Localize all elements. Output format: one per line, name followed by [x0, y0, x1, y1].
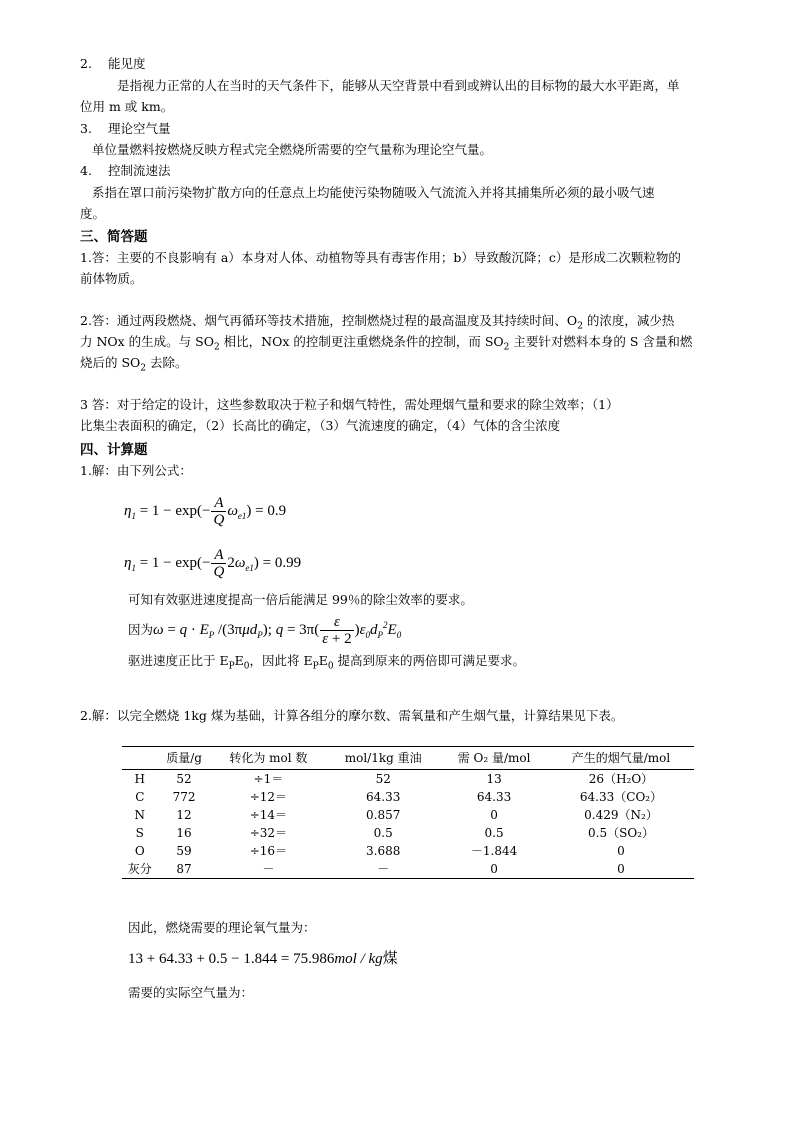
definition-4-line-2: 度。 [80, 206, 106, 221]
air-text: 需要的实际空气量为： [128, 985, 254, 1000]
definition-4-title: 4. 控制流速法 [80, 163, 171, 178]
answer-2-line-1: 2.答：通过两段燃烧、烟气再循环等技术措施，控制燃烧过程的最高温度及其持续时间、$O_2$ 的浓度，减少热 [80, 313, 675, 332]
answer-1-line-1: 1.答：主要的不良影响有 a）本身对人体、动植物等具有毒害作用；b）导致酸沉降；c）是形成二次颗粒物的 [80, 250, 681, 265]
problem-2-intro: 2.解：以完全燃烧 1kg 煤为基础，计算各组分的摩尔数、需氧量和产生烟气量，计算结果见下表。 [80, 708, 624, 723]
equation-drift-velocity: 因为$\omega = q \cdot E_P$ /(3πμd$_P$); q = 3π( $\frac{\varepsilon}{\varepsilon + 2}$ )$\varepsilon_0d_P^2E_0$ [128, 614, 402, 647]
answer-3-line-1: 3 答：对于给定的设计，这些参数取决于粒子和烟气特性，需处理烟气量和要求的除尘效率；（1） [80, 397, 619, 412]
table-row: O 59 ÷16＝ 3.688 －1.844 0 [134, 844, 625, 858]
problem-1-conclusion: 驱进速度正比于 $E_PE_0$，因此将 $E_PE_0$ 提高到原来的两倍即可满足要求。 [128, 653, 526, 672]
definition-2-line-1: 是指视力正常的人在当时的天气条件下，能够从天空背景中看到或辨认出的目标物的最大水平距离，单 [117, 78, 680, 93]
table-header: 产生的烟气量/mol [548, 747, 694, 770]
oxygen-equation: 13 + 64.33 + 0.5 − 1.844 = 75.986mol / kg煤 [128, 949, 398, 967]
answer-2-line-3: 烧后的 $SO_2$ 去除。 [80, 355, 188, 374]
problem-1-note: 可知有效驱进速度提高一倍后能满足 99％的除尘效率的要求。 [128, 592, 473, 607]
table-header: mol/1kg 重油 [326, 747, 440, 770]
equation-efficiency-1: $\eta_1 = 1 - \exp(-$ $\frac{A}{Q}$ $\omega_{e1}) = 0.9$ [124, 495, 287, 529]
table-row: N 12 ÷14＝ 0.857 0 0.429（N₂） [134, 808, 658, 822]
section-3-heading: 三、简答题 [80, 229, 148, 245]
definition-4-line-1: 系指在罩口前污染物扩散方向的任意点上均能使污染物随吸入气流流入并将其捕集所必须的最小吸气速 [92, 185, 655, 200]
definition-3-line-1: 单位量燃料按燃烧反映方程式完全燃烧所需要的空气量称为理论空气量。 [92, 142, 493, 157]
answer-3-line-2: 比集尘表面积的确定，（2）长高比的确定，（3）气流速度的确定，（4）气体的含尘浓度 [80, 418, 561, 433]
fraction-a-over-q: $\frac{A}{Q}$ [213, 547, 225, 581]
section-4-heading: 四、计算题 [80, 442, 148, 458]
table-header: 需 O₂ 量/mol [440, 747, 548, 770]
answer-2-line-2: 力 NOx 的生成。与 $SO_2$ 相比，NOx 的控制更注重燃烧条件的控制，而 $SO_2$ 主要针对燃料本身的 S 含量和燃 [80, 334, 693, 353]
problem-1-intro: 1.解：由下列公式： [80, 463, 192, 478]
fraction-a-over-q: $\frac{A}{Q}$ [213, 495, 225, 529]
table-header: 转化为 mol 数 [211, 747, 327, 770]
table-header [122, 747, 158, 770]
answer-1-line-2: 前体物质。 [80, 271, 143, 286]
table-row: H 52 ÷1＝ 52 13 26（H₂O） [134, 772, 654, 786]
fraction-epsilon: $\frac{\varepsilon}{\varepsilon + 2}$ [322, 614, 352, 647]
table-row: S 16 ÷32＝ 0.5 0.5 0.5（SO₂） [135, 826, 654, 840]
oxygen-text: 因此，燃烧需要的理论氧气量为： [128, 920, 316, 935]
equation-efficiency-2: $\eta_1 = 1 - \exp(-$ $\frac{A}{Q}$ $2\omega_{e1}) = 0.99$ [124, 547, 302, 581]
definition-2-title: 2. 能见度 [80, 56, 146, 71]
combustion-table [122, 746, 694, 879]
definition-3-title: 3. 理论空气量 [80, 121, 171, 136]
table-row: 灰分 87 － － 0 0 [122, 860, 694, 879]
definition-2-line-2: 位用 m 或 km。 [80, 99, 174, 114]
table-header: 质量/g [158, 747, 211, 770]
table-row: C 772 ÷12＝ 64.33 64.33 64.33（CO₂） [135, 790, 663, 804]
table-header-row [122, 747, 694, 770]
